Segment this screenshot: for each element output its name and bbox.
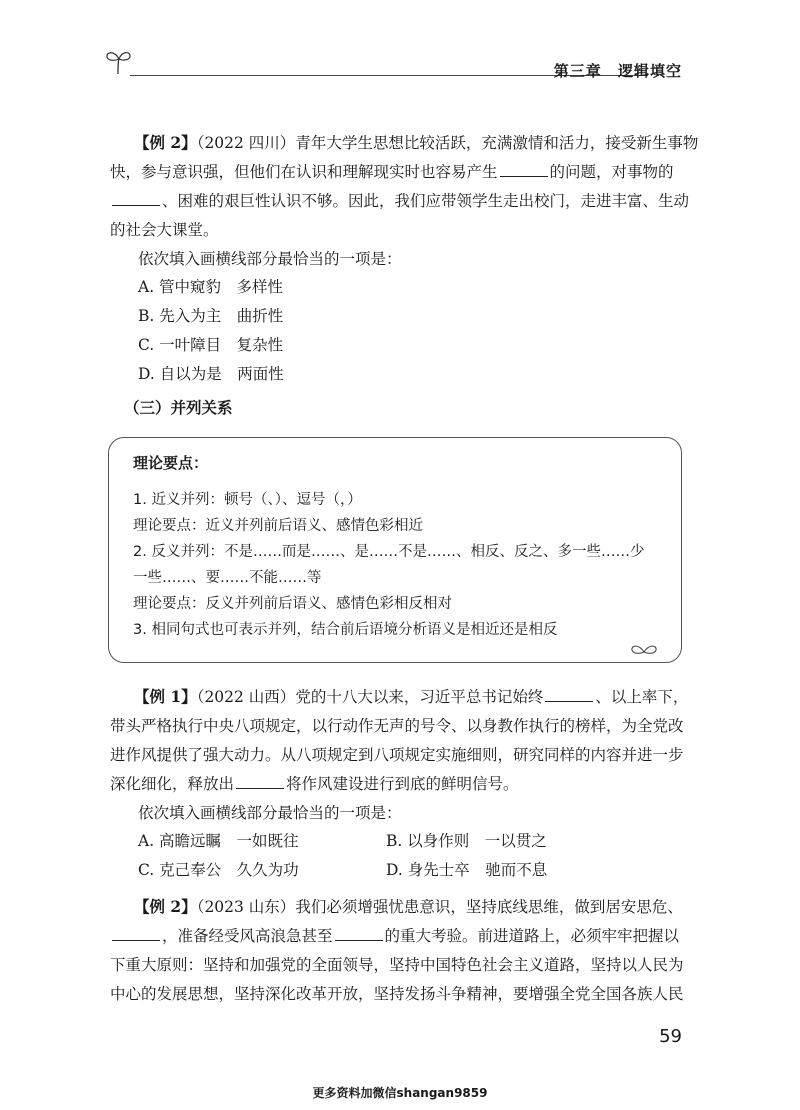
theory-line: 3. 相同句式也可表示并列，结合前后语境分析语义是相近还是相反 xyxy=(133,622,558,638)
example-2-shandong xyxy=(110,892,690,1009)
text-line: 、困难的艰巨性认识不够。因此，我们应带领学生走出校门，走进丰富、生动 xyxy=(110,187,690,216)
example-1-shanxi xyxy=(110,682,690,828)
example-b-options xyxy=(138,827,638,885)
example-source: （2022 四川） xyxy=(196,134,296,152)
text-line: 下重大原则：坚持和加强党的全面领导，坚持中国特色社会主义道路，坚持以人民为 xyxy=(110,956,684,974)
example-2-sichuan xyxy=(110,128,699,274)
option-d: D. 自以为是 两面性 xyxy=(138,365,284,383)
text-line: 带头严格执行中央八项规定，以行动作无声的号令、以身教作执行的榜样，为全党改 xyxy=(110,717,684,735)
theory-line: 1. 近义并列：顿号（、）、逗号（，） xyxy=(133,492,362,508)
text-line: 中心的发展思想，坚持深化改革开放，坚持发扬斗争精神，要增强全党全国各族人民 xyxy=(110,985,684,1003)
example-tag: 【例 1】 xyxy=(134,687,197,706)
example-source: （2023 山东） xyxy=(196,898,296,916)
theory-line: 理论要点：近义并列前后语义、感情色彩相近 xyxy=(133,518,423,534)
text-line: 的社会大课堂。 xyxy=(110,221,219,239)
leaf-ornament-icon xyxy=(629,642,659,656)
answer-blank xyxy=(545,687,593,702)
sprout-icon xyxy=(104,46,134,76)
answer-blank xyxy=(335,926,383,941)
theory-box-body xyxy=(133,487,663,643)
question-prompt: 依次填入画横线部分最恰当的一项是： xyxy=(138,804,402,822)
answer-blank xyxy=(112,191,160,206)
text-line: ，准备经受风高浪急甚至 的重大考验。前进道路上，必须牢牢把握以 xyxy=(110,922,690,951)
text-line: 【例 2】（2022 四川）青年大学生思想比较活跃，充满激情和活力，接受新生事物 xyxy=(134,133,699,152)
answer-blank xyxy=(112,926,160,941)
option-b: B. 先入为主 曲折性 xyxy=(138,307,284,325)
theory-box-title: 理论要点： xyxy=(133,454,209,472)
text-line: 深化细化，释放出 将作风建设进行到底的鲜明信号。 xyxy=(110,775,519,793)
answer-blank xyxy=(500,162,548,177)
theory-line: 一些……、要……不能……等 xyxy=(133,570,322,586)
example-source: （2022 山西） xyxy=(196,688,296,706)
example-tag: 【例 2】 xyxy=(134,897,197,916)
footer-note: 更多资料加微信shangan9859 xyxy=(312,1086,488,1100)
text-line: 【例 1】（2022 山西）党的十八大以来，习近平总书记始终 、以上率下， xyxy=(134,687,689,706)
theory-box xyxy=(108,437,682,663)
answer-blank xyxy=(236,774,284,789)
theory-line: 理论要点：反义并列前后语义、感情色彩相反相对 xyxy=(133,596,452,612)
example-a-options xyxy=(138,273,284,389)
question-prompt: 依次填入画横线部分最恰当的一项是： xyxy=(138,250,402,268)
chapter-title xyxy=(544,60,682,81)
chapter-number: 第三章 xyxy=(553,62,602,80)
option-a: A. 高瞻远瞩 一如既往 xyxy=(138,832,299,850)
chapter-name: 逻辑填空 xyxy=(617,62,682,80)
page-number: 59 xyxy=(659,1026,682,1047)
option-b: B. 以身作则 一以贯之 xyxy=(386,832,547,850)
section-heading: （三）并列关系 xyxy=(124,399,233,417)
text-line: 进作风提供了强大动力。从八项规定到八项规定实施细则，研究同样的内容并进一步 xyxy=(110,746,684,764)
option-a: A. 管中窥豹 多样性 xyxy=(138,278,284,296)
option-c: C. 一叶障目 复杂性 xyxy=(138,336,284,354)
text-line: 【例 2】（2023 山东）我们必须增强忧患意识，坚持底线思维，做到居安思危、 xyxy=(134,897,683,916)
example-tag: 【例 2】 xyxy=(134,133,197,152)
text-line: 快，参与意识强，但他们在认识和理解现实时也容易产生 的问题，对事物的 xyxy=(110,163,674,181)
theory-line: 2. 反义并列：不是……而是……、是……不是……、相反、反之、多一些……少 xyxy=(133,544,645,560)
option-d: D. 身先士卒 驰而不息 xyxy=(386,861,548,879)
option-c: C. 克己奉公 久久为功 xyxy=(138,861,299,879)
page-header xyxy=(104,46,682,86)
